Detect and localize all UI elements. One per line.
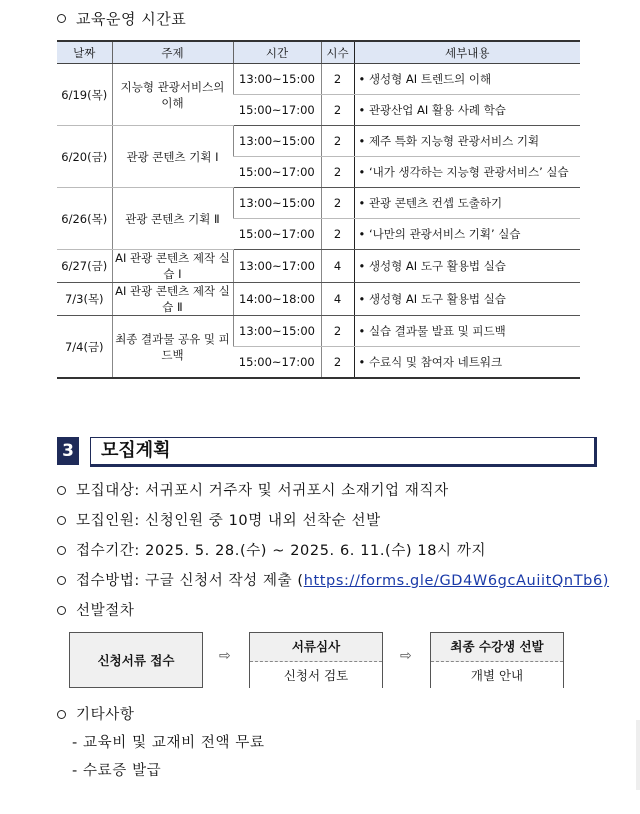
hours-cell: 2: [321, 219, 354, 250]
detail-cell: • 생성형 AI 트렌드의 이해: [354, 64, 580, 95]
table-header-row: [57, 41, 580, 64]
time-cell: 13:00~15:00: [233, 64, 321, 95]
schedule-heading-text: 교육운영 시간표: [76, 10, 187, 28]
topic-cell: AI 관광 콘텐츠 제작 실습 Ⅰ: [112, 250, 233, 283]
date-cell: 7/4(금): [57, 316, 112, 379]
process-step-1-label: 신청서류 접수: [97, 653, 175, 668]
col-header-hours: 시수: [321, 41, 354, 64]
selection-heading-text: 선발절차: [76, 603, 135, 619]
recruit-method: [57, 569, 609, 590]
table-row: [57, 316, 580, 347]
topic-cell: AI 관광 콘텐츠 제작 실습 Ⅱ: [112, 283, 233, 316]
section-number: 3: [57, 437, 79, 465]
hours-cell: 2: [321, 188, 354, 219]
time-cell: 15:00~17:00: [233, 157, 321, 188]
date-cell: 6/26(목): [57, 188, 112, 250]
date-cell: 6/27(금): [57, 250, 112, 283]
topic-cell: 관광 콘텐츠 기획 Ⅰ: [112, 126, 233, 188]
process-step-3-sub: 개별 안내: [431, 662, 563, 690]
detail-cell: • 수료식 및 참여자 네트워크: [354, 347, 580, 379]
time-cell: 15:00~17:00: [233, 219, 321, 250]
hours-cell: 2: [321, 95, 354, 126]
table-row: [57, 283, 580, 316]
schedule-heading: [57, 8, 186, 29]
section-header: [57, 437, 584, 465]
process-step-1: [69, 632, 203, 688]
table-row: [57, 126, 580, 157]
topic-cell: 관광 콘텐츠 기획 Ⅱ: [112, 188, 233, 250]
time-cell: 13:00~15:00: [233, 316, 321, 347]
right-arrow-icon: ⇨: [400, 648, 412, 664]
recruit-period: [57, 539, 486, 560]
date-cell: 6/20(금): [57, 126, 112, 188]
process-step-2-sub: 신청서 검토: [250, 662, 382, 690]
selection-heading: [57, 599, 134, 620]
hours-cell: 2: [321, 316, 354, 347]
etc-item-free: - 교육비 및 교재비 전액 무료: [72, 735, 265, 751]
circle-bullet-icon: [57, 516, 66, 525]
detail-cell: • 생성형 AI 도구 활용법 실습: [354, 283, 580, 316]
topic-cell: 최종 결과물 공유 및 피드백: [112, 316, 233, 379]
col-header-topic: 주제: [112, 41, 233, 64]
hours-cell: 2: [321, 157, 354, 188]
hours-cell: 2: [321, 64, 354, 95]
detail-cell: • ‘나만의 관광서비스 기획’ 실습: [354, 219, 580, 250]
circle-bullet-icon: [57, 606, 66, 615]
schedule-table: [57, 40, 580, 379]
detail-cell: • ‘내가 생각하는 지능형 관광서비스’ 실습: [354, 157, 580, 188]
detail-cell: • 제주 특화 지능형 관광서비스 기획: [354, 126, 580, 157]
table-row: [57, 64, 580, 95]
topic-cell: 지능형 관광서비스의 이해: [112, 64, 233, 126]
etc-heading-text: 기타사항: [76, 707, 135, 723]
time-cell: 13:00~17:00: [233, 250, 321, 283]
table-row: [57, 250, 580, 283]
col-header-detail: 세부내용: [354, 41, 580, 64]
circle-bullet-icon: [57, 486, 66, 495]
recruit-count-text: 모집인원: 신청인원 중 10명 내외 선착순 선발: [76, 513, 381, 529]
circle-bullet-icon: [57, 576, 66, 585]
col-header-time: 시간: [233, 41, 321, 64]
detail-cell: • 실습 결과물 발표 및 피드백: [354, 316, 580, 347]
detail-cell: • 생성형 AI 도구 활용법 실습: [354, 250, 580, 283]
date-cell: 7/3(목): [57, 283, 112, 316]
section-title: 모집계획: [90, 437, 597, 467]
process-step-3-label: 최종 수강생 선발: [431, 633, 563, 662]
time-cell: 13:00~15:00: [233, 126, 321, 157]
recruit-target: [57, 479, 449, 500]
detail-cell: • 관광산업 AI 활용 사례 학습: [354, 95, 580, 126]
date-cell: 6/19(목): [57, 64, 112, 126]
application-form-link[interactable]: https://forms.gle/GD4W6gcAuiitQnTb6): [303, 573, 610, 589]
etc-heading: [57, 703, 134, 724]
time-cell: 15:00~17:00: [233, 347, 321, 379]
scrollbar-edge: [636, 720, 640, 790]
col-header-date: 날짜: [57, 41, 112, 64]
detail-cell: • 관광 콘텐츠 컨셉 도출하기: [354, 188, 580, 219]
circle-bullet-icon: [57, 710, 66, 719]
process-step-2-label: 서류심사: [250, 633, 382, 662]
table-row: [57, 188, 580, 219]
recruit-period-text: 접수기간: 2025. 5. 28.(수) ~ 2025. 6. 11.(수) 18시 까지: [76, 543, 487, 559]
hours-cell: 2: [321, 347, 354, 379]
time-cell: 14:00~18:00: [233, 283, 321, 316]
recruit-method-text: 접수방법: 구글 신청서 작성 제출 (: [76, 573, 304, 589]
circle-bullet-icon: [57, 546, 66, 555]
recruit-count: [57, 509, 381, 530]
hours-cell: 4: [321, 250, 354, 283]
recruit-target-text: 모집대상: 서귀포시 거주자 및 서귀포시 소재기업 재직자: [76, 483, 449, 499]
process-step-2: [249, 632, 383, 688]
circle-bullet-icon: [57, 14, 66, 23]
hours-cell: 2: [321, 126, 354, 157]
time-cell: 13:00~15:00: [233, 188, 321, 219]
right-arrow-icon: ⇨: [219, 648, 231, 664]
time-cell: 15:00~17:00: [233, 95, 321, 126]
process-step-3: [430, 632, 564, 688]
hours-cell: 4: [321, 283, 354, 316]
etc-item-certificate: - 수료증 발급: [72, 763, 162, 779]
